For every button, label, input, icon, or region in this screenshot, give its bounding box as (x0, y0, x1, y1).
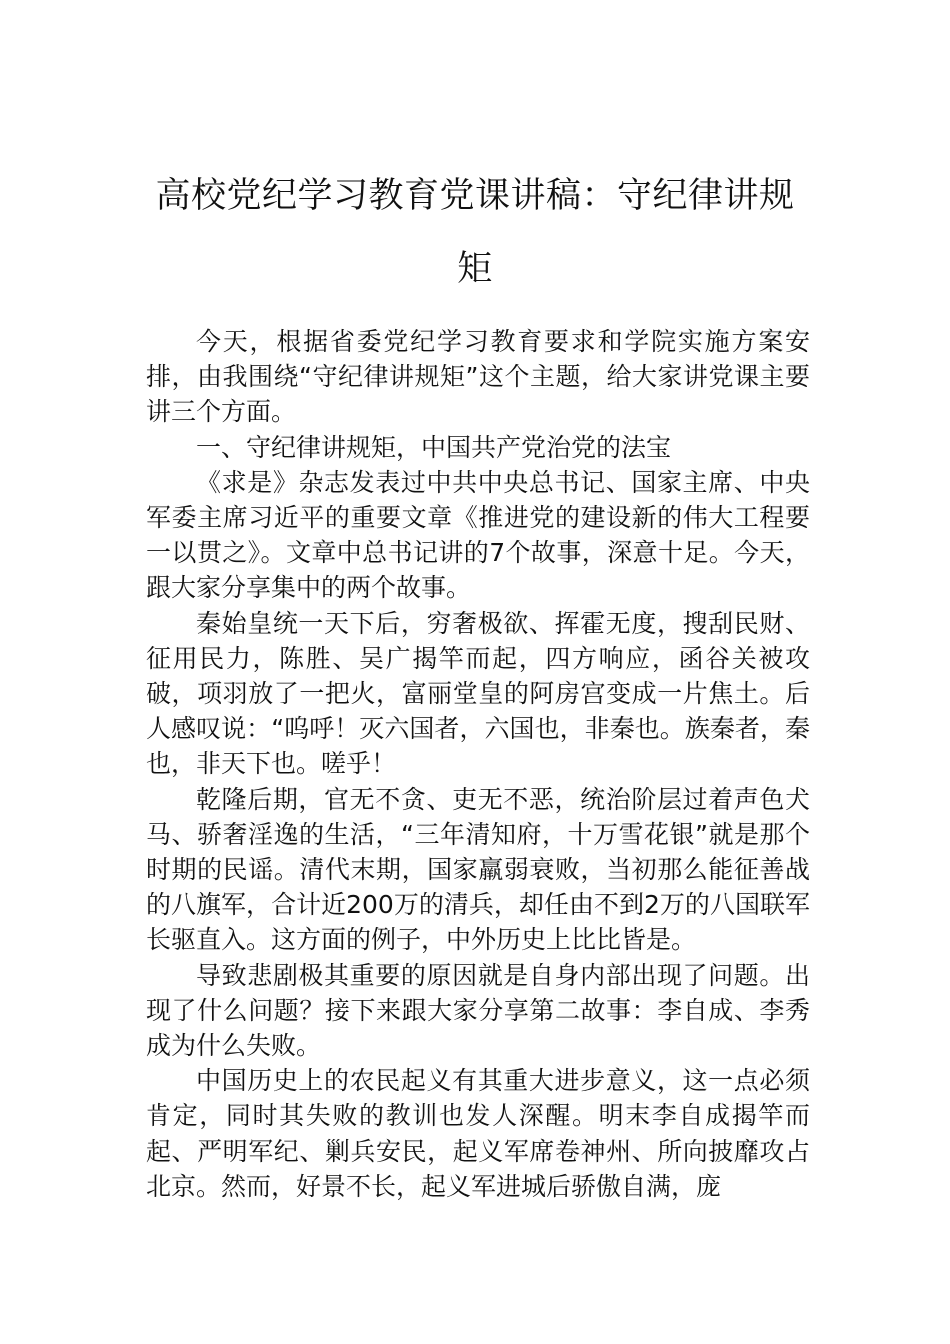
document-title: 高校党纪学习教育党课讲稿：守纪律讲规矩 (155, 176, 795, 289)
paragraph-qiushi: 《求是》杂志发表过中共中央总书记、国家主席、中央军委主席习近平的重要文章《推进党的建设新的伟大工程要一以贯之》。文章中总书记讲的7个故事，深意十足。今天，跟大家分享集中的两个故事。 (146, 467, 810, 603)
document-body (146, 324, 810, 1204)
section-heading-1: 一、守纪律讲规矩，中国共产党治党的法宝 (196, 432, 672, 462)
paragraph-qianlong: 乾隆后期，官无不贪、吏无不恶，统治阶层过着声色犬马、骄奢淫逸的生活，“三年清知府，十万雪花银”就是那个时期的民谣。清代末期，国家羸弱衰败，当初那么能征善战的八旗军，合计近200万的清兵，却任由不到2万的八国联军长驱直入。这方面的例子，中外历史上比比皆是。 (146, 784, 810, 955)
paragraph-cause: 导致悲剧极其重要的原因就是自身内部出现了问题。出现了什么问题？接下来跟大家分享第二故事：李自成、李秀成为什么失败。 (146, 960, 810, 1061)
paragraph-peasant-uprising: 中国历史上的农民起义有其重大进步意义，这一点必须肯定，同时其失败的教训也发人深醒。明末李自成揭竿而起、严明军纪、剿兵安民，起义军席卷神州、所向披靡攻占北京。然而，好景不长，起义军进城后骄傲自满，庞 (146, 1066, 810, 1201)
paragraph-intro: 今天，根据省委党纪学习教育要求和学院实施方案安排，由我围绕“守纪律讲规矩”这个主题，给大家讲党课主要讲三个方面。 (146, 327, 810, 427)
paragraph-qin: 秦始皇统一天下后，穷奢极欲、挥霍无度，搜刮民财、征用民力，陈胜、吴广揭竿而起，四方响应，函谷关被攻破，项羽放了一把火，富丽堂皇的阿房宫变成一片焦土。后人感叹说：“呜呼！灭六国者，六国也，非秦也。族秦者，秦也，非天下也。嗟乎！ (146, 608, 810, 779)
